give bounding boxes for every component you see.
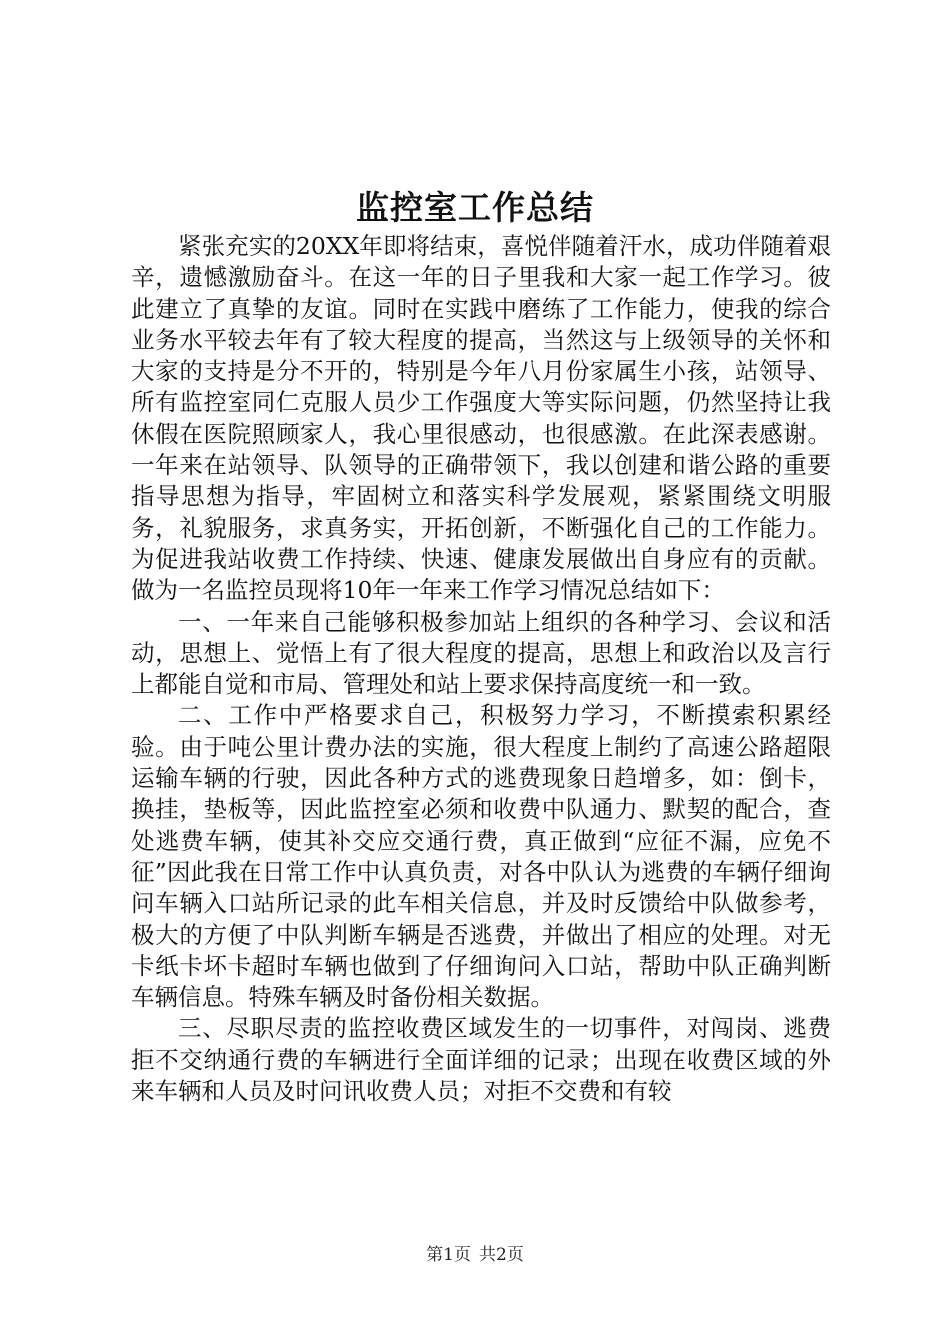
paragraph-point-three: 三、尽职尽责的监控收费区域发生的一切事件，对闯岗、逃费拒不交纳通行费的车辆进行全面详细的记录；出现在收费区域的外来车辆和人员及时问讯收费人员；对拒不交费和有较	[131, 1014, 831, 1106]
page-footer	[0, 1243, 950, 1267]
paragraph-intro: 紧张充实的20XX年即将结束，喜悦伴随着汗水，成功伴随着艰辛，遗憾激励奋斗。在这一年的日子里我和大家一起工作学习。彼此建立了真挚的友谊。同时在实践中磨练了工作能力，使我的综合业务水平较去年有了较大程度的提高，当然这与上级领导的关怀和大家的支持是分不开的，特别是今年八月份家属生小孩，站领导、所有监控室同仁克服人员少工作强度大等实际问题，仍然坚持让我休假在医院照顾家人，我心里很感动，也很感激。在此深表感谢。一年来在站领导、队领导的正确带领下，我以创建和谐公路的重要指导思想为指导，牢固树立和落实科学发展观，紧紧围绕文明服务，礼貌服务，求真务实，开拓创新，不断强化自己的工作能力。为促进我站收费工作持续、快速、健康发展做出自身应有的贡献。做为一名监控员现将10年一年来工作学习情况总结如下：	[131, 232, 831, 605]
paragraph-point-two: 二、工作中严格要求自己，积极努力学习，不断摸索积累经验。由于吨公里计费办法的实施，很大程度上制约了高速公路超限运输车辆的行驶，因此各种方式的逃费现象日趋增多，如：倒卡，换挂，垫板等，因此监控室必须和收费中队通力、默契的配合，查处逃费车辆，使其补交应交通行费，真正做到“应征不漏，应免不征”因此我在日常工作中认真负责，对各中队认为逃费的车辆仔细询问车辆入口站所记录的此车相关信息，并及时反馈给中队做参考，极大的方便了中队判断车辆是否逃费，并做出了相应的处理。对无卡纸卡坏卡超时车辆也做到了仔细询问入口站，帮助中队正确判断车辆信息。特殊车辆及时备份相关数据。	[131, 701, 831, 1012]
document-body	[131, 231, 831, 1107]
document-title: 监控室工作总结	[356, 188, 594, 227]
paragraph-point-one: 一、一年来自己能够积极参加站上组织的各种学习、会议和活动，思想上、觉悟上有了很大程度的提高，思想上和政治以及言行上都能自觉和市局、管理处和站上要求保持高度统一和一致。	[131, 607, 831, 699]
page-number: 第1页	[426, 1245, 471, 1265]
page-total: 共2页	[479, 1245, 524, 1265]
